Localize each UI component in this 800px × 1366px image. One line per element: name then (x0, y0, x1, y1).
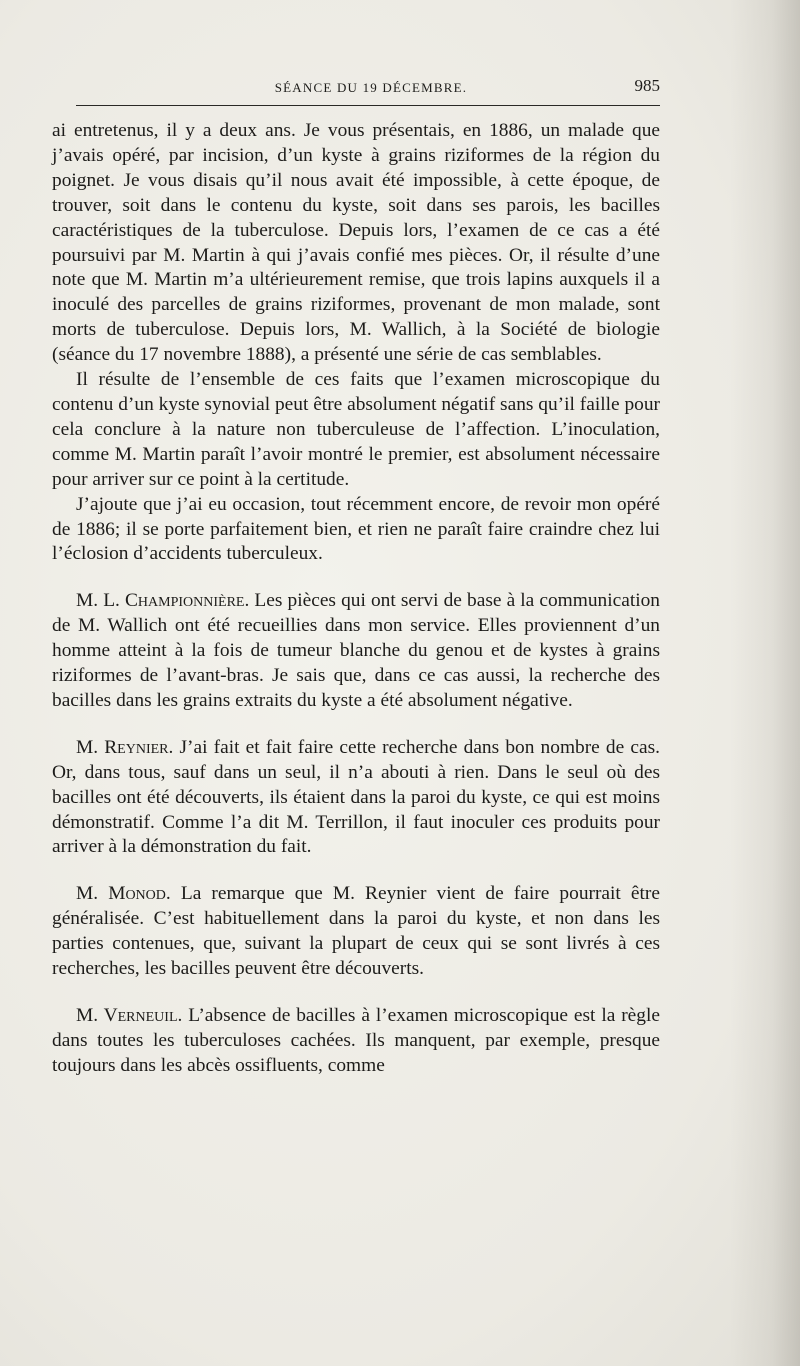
header-rule (76, 105, 660, 106)
speaker-name: M. Reynier. (76, 736, 174, 758)
page-edge-shadow (730, 0, 800, 1366)
speech-text: La remarque que M. Reynier vient de faire pourrait être généralisée. C’est habituellement dans la paroi du kyste, et non dans les parties contenues, que, suivant la plupart de ceux qui se sont livrés à ces recherches, les bacilles peuvent être découverts. (52, 883, 660, 980)
running-head: SÉANCE DU 19 DÉCEMBRE. (274, 80, 468, 95)
page-number: 985 (634, 76, 660, 95)
paragraph-continuation: ai entretenus, il y a deux ans. Je vous présentais, en 1886, un malade que j’avais opéré, par incision, d’un kyste à grains riziformes de la région du poignet. Je vous disais qu’il nous avait été impossible, à cette époque, de trouver, soit dans le contenu du kyste, soit dans ses parois, les bacilles caractéristiques de la tuberculose. Depuis lors, l’examen de ce cas a été poursuivi par M. Martin à qui j’avais confié mes pièces. Or, il résulte d’une note que M. Martin m’a ultérieurement remise, que trois lapins auxquels il a inoculé des parcelles de grains riziformes, provenant de mon malade, sont morts de tuberculose. Depuis lors, M. Wallich, à la Société de biologie (séance du 17 novembre 1888), a présenté une série de cas semblables. (52, 120, 660, 366)
speech-reynier (52, 736, 660, 861)
paragraph: J’ajoute que j’ai eu occasion, tout récemment encore, de revoir mon opéré de 1886; il se porte parfaitement bien, et rien ne paraît faire craindre chez lui l’éclosion d’accidents tuberculeux. (52, 493, 660, 565)
speech-text: Les pièces qui ont servi de base à la communication de M. Wallich ont été recueillies dans mon service. Elles proviennent d’un homme atteint à la fois de tumeur blanche du genou et de kystes à grains riziformes de l’avant-bras. Je sais que, dans ce cas aussi, la recherche des bacilles dans les grains extraits du kyste a été absolument négative. (52, 590, 660, 711)
speech-championniere (52, 589, 660, 714)
speaker-name: M. Verneuil. (76, 1005, 183, 1026)
body-text (52, 119, 660, 1079)
speech-verneuil (52, 1004, 660, 1079)
speaker-name: M. L. Championnière. (76, 590, 250, 612)
page-header (76, 76, 666, 102)
speech-monod (52, 882, 660, 982)
paragraph: Il résulte de l’ensemble de ces faits que l’examen microscopique du contenu d’un kyste synovial peut être absolument négatif sans qu’il faille pour cela conclure à la nature non tuberculeuse de l’affection. L’inoculation, comme M. Martin paraît l’avoir montré le premier, est absolument nécessaire pour arriver sur ce point à la certitude. (52, 369, 660, 490)
speaker-name: M. Monod. (76, 883, 171, 905)
speech-text: J’ai fait et fait faire cette recherche dans bon nombre de cas. Or, dans tous, sauf dans un seul, il n’a abouti à rien. Dans le seul où des bacilles ont été découverts, ils étaient dans la paroi du kyste, ce qui est moins démonstratif. Comme l’a dit M. Terrillon, il faut inoculer ces produits pour arriver à la démonstration du fait. (52, 736, 660, 858)
speech-text: L’absence de bacilles à l’examen microscopique est la règle dans toutes les tuberculoses cachées. Ils manquent, par exemple, presque toujours dans les abcès ossifluents, comme (52, 1005, 660, 1076)
